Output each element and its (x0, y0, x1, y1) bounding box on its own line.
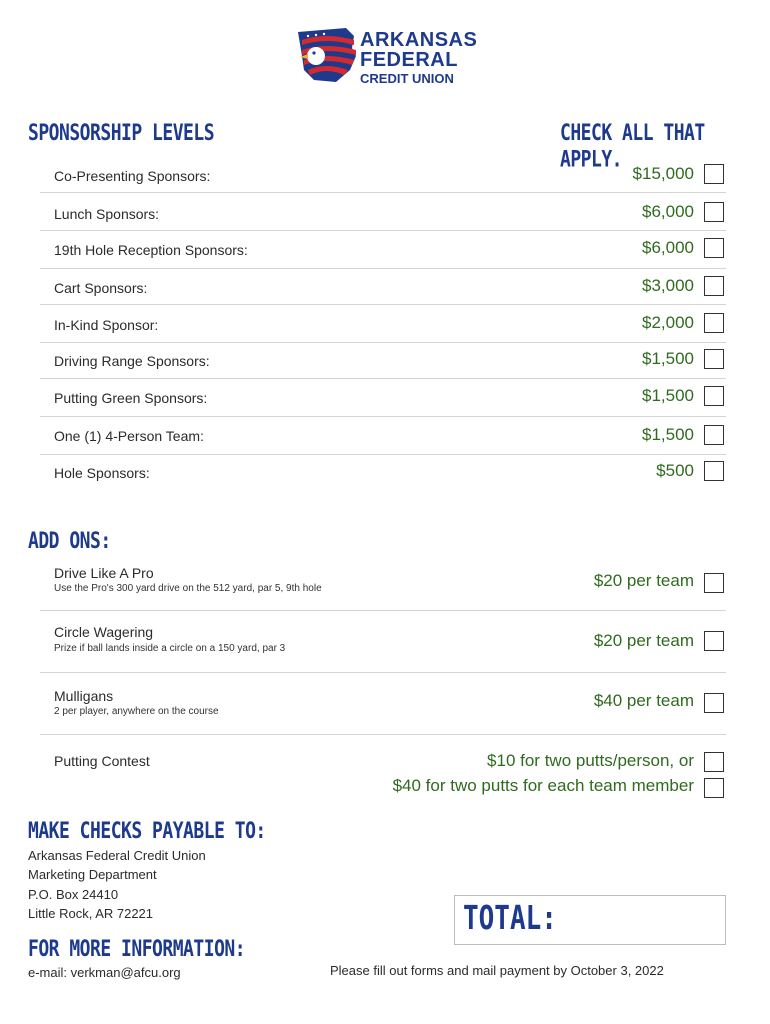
addon-description: Use the Pro's 300 yard drive on the 512 yard, par 5, 9th hole (54, 583, 322, 594)
sponsor-label: Co-Presenting Sponsors: (54, 168, 211, 184)
divider (40, 734, 726, 735)
sponsor-checkbox[interactable] (704, 313, 724, 333)
sponsor-checkbox[interactable] (704, 238, 724, 258)
logo-line-3: CREDIT UNION (360, 71, 454, 86)
divider (40, 230, 726, 231)
address-line: Arkansas Federal Credit Union (28, 848, 206, 863)
addon-price-alt: $40 for two putts for each team member (392, 776, 694, 795)
addon-title: Mulligans (54, 688, 114, 704)
sponsor-label: In-Kind Sponsor: (54, 317, 159, 333)
logo-line-1: ARKANSAS (360, 29, 478, 51)
sponsor-price: $500 (656, 461, 694, 480)
divider (40, 304, 726, 305)
add-ons-heading: ADD ONS: (28, 528, 111, 555)
addon-price: $20 per team (593, 571, 694, 590)
sponsor-label: Lunch Sponsors: (54, 206, 160, 222)
sponsor-checkbox[interactable] (704, 276, 724, 296)
sponsor-checkbox[interactable] (704, 425, 724, 445)
addon-price: $40 per team (593, 691, 694, 710)
check-all-heading: CHECK ALL THAT APPLY. (560, 120, 705, 173)
arkansas-federal-logo (296, 26, 476, 84)
sponsor-label: Putting Green Sponsors: (54, 390, 208, 406)
contact-email: e-mail: verkman@afcu.org (28, 965, 181, 980)
total-label: TOTAL: (463, 900, 557, 938)
total-field[interactable] (454, 895, 726, 945)
addon-price: $10 for two putts/person, or (487, 751, 694, 770)
addon-title: Putting Contest (54, 753, 150, 769)
sponsor-price: $2,000 (642, 313, 694, 332)
addon-title: Circle Wagering (54, 624, 154, 640)
sponsor-checkbox[interactable] (704, 349, 724, 369)
sponsor-label: Hole Sponsors: (54, 465, 150, 481)
sponsor-label: Driving Range Sponsors: (54, 353, 210, 369)
sponsor-price: $15,000 (632, 164, 694, 183)
address-line: Little Rock, AR 72221 (28, 906, 154, 921)
sponsor-label: Cart Sponsors: (54, 280, 148, 296)
divider (40, 416, 726, 417)
more-info-heading: FOR MORE INFORMATION: (28, 936, 246, 963)
divider (40, 192, 726, 193)
sponsor-checkbox[interactable] (704, 164, 724, 184)
sponsor-checkbox[interactable] (704, 461, 724, 481)
sponsor-price: $6,000 (642, 238, 694, 257)
sponsor-label: 19th Hole Reception Sponsors: (54, 242, 248, 258)
addon-title: Drive Like A Pro (54, 565, 154, 581)
logo-line-2: FEDERAL (360, 49, 458, 71)
make-checks-heading: MAKE CHECKS PAYABLE TO: (28, 818, 266, 845)
sponsorship-levels-heading: SPONSORSHIP LEVELS (28, 120, 215, 147)
addon-checkbox[interactable] (704, 573, 724, 593)
divider (40, 610, 726, 611)
addon-checkbox[interactable] (704, 631, 724, 651)
sponsor-price: $1,500 (642, 386, 694, 405)
sponsor-price: $1,500 (642, 349, 694, 368)
divider (40, 268, 726, 269)
sponsor-label: One (1) 4-Person Team: (54, 428, 204, 444)
addon-checkbox-alt[interactable] (704, 778, 724, 798)
sponsor-checkbox[interactable] (704, 386, 724, 406)
addon-description: Prize if ball lands inside a circle on a 150 yard, par 3 (54, 643, 286, 654)
address-line: P.O. Box 24410 (28, 887, 119, 902)
sponsor-price: $6,000 (642, 202, 694, 221)
sponsor-price: $1,500 (642, 425, 694, 444)
eagle-flag-icon (296, 26, 356, 84)
sponsor-checkbox[interactable] (704, 202, 724, 222)
addon-price: $20 per team (593, 631, 694, 650)
divider (40, 378, 726, 379)
mail-deadline-note: Please fill out forms and mail payment by October 3, 2022 (330, 963, 664, 978)
divider (40, 454, 726, 455)
address-line: Marketing Department (28, 867, 157, 882)
sponsor-price: $3,000 (642, 276, 694, 295)
divider (40, 342, 726, 343)
addon-checkbox[interactable] (704, 693, 724, 713)
addon-description: 2 per player, anywhere on the course (54, 706, 219, 717)
addon-checkbox[interactable] (704, 752, 724, 772)
divider (40, 672, 726, 673)
